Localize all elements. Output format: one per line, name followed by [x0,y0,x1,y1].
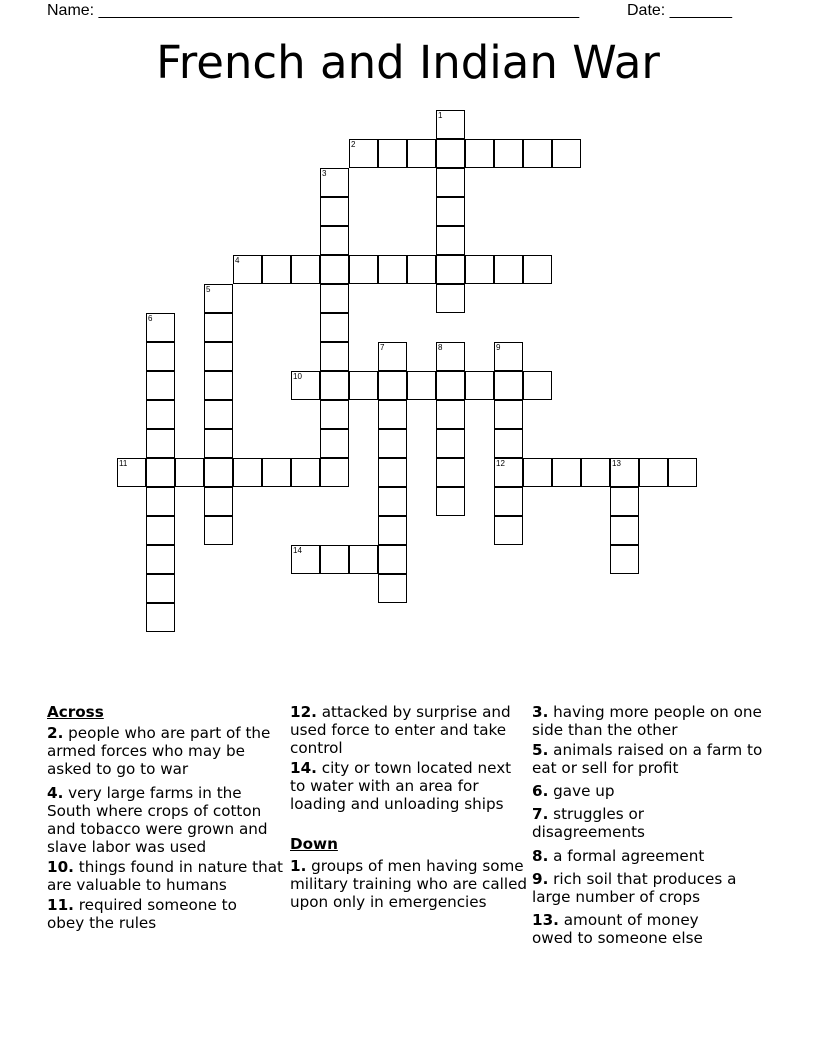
clue-down-13: 13. amount of money owed to someone else [532,911,703,947]
grid-cell[interactable] [320,545,349,574]
grid-cell[interactable] [320,371,349,400]
grid-cell[interactable] [146,429,175,458]
clue-number: 4 [235,256,240,265]
grid-cell[interactable] [436,400,465,429]
grid-cell[interactable] [378,545,407,574]
grid-cell[interactable] [233,255,262,284]
grid-cell[interactable] [175,458,204,487]
grid-cell[interactable] [378,371,407,400]
grid-cell[interactable] [436,139,465,168]
grid-cell[interactable] [291,545,320,574]
grid-cell[interactable] [436,458,465,487]
grid-cell[interactable] [291,371,320,400]
clue-number: 6 [148,314,153,323]
grid-cell[interactable] [610,458,639,487]
grid-cell[interactable] [494,516,523,545]
grid-cell[interactable] [204,342,233,371]
grid-cell[interactable] [610,487,639,516]
grid-cell[interactable] [204,284,233,313]
down-heading: Down [290,835,338,853]
grid-cell[interactable] [349,371,378,400]
puzzle-title: French and Indian War [156,36,660,89]
clue-down-1: 1. groups of men having some military training who are called upon only in emergencies [290,857,528,911]
clue-across-14: 14. city or town located next to water with an area for loading and unloading ships [290,759,512,813]
grid-cell[interactable] [320,197,349,226]
clue-across-10: 10. things found in nature that are valuable to humans [47,858,284,894]
grid-cell[interactable] [552,458,581,487]
grid-cell[interactable] [349,255,378,284]
grid-cell[interactable] [204,458,233,487]
clue-down-6: 6. gave up [532,782,615,800]
grid-cell[interactable] [378,429,407,458]
grid-cell[interactable] [407,371,436,400]
grid-cell[interactable] [494,458,523,487]
grid-cell[interactable] [494,255,523,284]
grid-cell[interactable] [523,371,552,400]
clue-down-8: 8. a formal agreement [532,847,705,865]
grid-cell[interactable] [494,487,523,516]
grid-cell[interactable] [494,429,523,458]
grid-cell[interactable] [320,313,349,342]
grid-cell[interactable] [436,110,465,139]
grid-cell[interactable] [494,371,523,400]
clue-down-5: 5. animals raised on a farm to eat or sell for profit [532,741,763,777]
clue-across-12: 12. attacked by surprise and used force to enter and take control [290,703,511,757]
clue-number: 8 [438,343,443,352]
grid-cell[interactable] [204,429,233,458]
grid-cell[interactable] [436,371,465,400]
grid-cell[interactable] [639,458,668,487]
clue-number: 3 [322,169,327,178]
grid-cell[interactable] [378,255,407,284]
grid-cell[interactable] [378,400,407,429]
grid-cell[interactable] [610,516,639,545]
clue-number: 1 [438,111,443,120]
grid-cell[interactable] [291,458,320,487]
grid-cell[interactable] [146,516,175,545]
grid-cell[interactable] [552,139,581,168]
grid-cell[interactable] [378,487,407,516]
name-field[interactable] [47,2,579,20]
grid-cell[interactable] [117,458,146,487]
clue-number: 7 [380,343,385,352]
grid-cell[interactable] [204,313,233,342]
date-label: Date: [627,2,666,19]
clue-across-2: 2. people who are part of the armed forces who may be asked to go to war [47,724,271,778]
grid-cell[interactable] [146,603,175,632]
grid-cell[interactable] [320,400,349,429]
grid-cell[interactable] [146,400,175,429]
clue-down-7: 7. struggles or disagreements [532,805,645,841]
grid-cell[interactable] [320,255,349,284]
grid-cell[interactable] [668,458,697,487]
grid-cell[interactable] [436,487,465,516]
grid-cell[interactable] [494,342,523,371]
clue-number: 5 [206,285,211,294]
clue-number: 13 [612,459,621,468]
grid-cell[interactable] [523,139,552,168]
grid-cell[interactable] [146,313,175,342]
grid-cell[interactable] [146,371,175,400]
grid-cell[interactable] [146,458,175,487]
grid-cell[interactable] [610,545,639,574]
grid-cell[interactable] [378,516,407,545]
grid-cell[interactable] [436,197,465,226]
grid-cell[interactable] [378,574,407,603]
grid-cell[interactable] [407,139,436,168]
grid-cell[interactable] [320,226,349,255]
clue-number: 12 [496,459,505,468]
grid-cell[interactable] [465,255,494,284]
grid-cell[interactable] [523,255,552,284]
grid-cell[interactable] [320,168,349,197]
clue-down-9: 9. rich soil that produces a large number of crops [532,870,737,906]
clue-number: 10 [293,372,302,381]
date-field[interactable] [627,2,732,20]
grid-cell[interactable] [436,226,465,255]
grid-cell[interactable] [407,255,436,284]
grid-cell[interactable] [146,342,175,371]
grid-cell[interactable] [262,255,291,284]
grid-cell[interactable] [320,429,349,458]
grid-cell[interactable] [581,458,610,487]
grid-cell[interactable] [523,458,552,487]
grid-cell[interactable] [349,139,378,168]
clue-number: 14 [293,546,302,555]
grid-cell[interactable] [320,284,349,313]
grid-cell[interactable] [465,371,494,400]
grid-cell[interactable] [146,545,175,574]
grid-cell[interactable] [262,458,291,487]
grid-cell[interactable] [349,545,378,574]
grid-cell[interactable] [465,139,494,168]
clue-number: 11 [119,459,128,468]
grid-cell[interactable] [436,429,465,458]
name-line[interactable]: ______________________________________________________ [98,2,580,19]
grid-cell[interactable] [436,255,465,284]
grid-cell[interactable] [204,400,233,429]
clue-number: 9 [496,343,501,352]
grid-cell[interactable] [494,139,523,168]
clue-number: 2 [351,140,356,149]
grid-cell[interactable] [378,342,407,371]
grid-cell[interactable] [204,487,233,516]
grid-cell[interactable] [204,371,233,400]
grid-cell[interactable] [320,458,349,487]
grid-cell[interactable] [436,342,465,371]
date-line[interactable]: _______ [669,2,732,19]
grid-cell[interactable] [320,342,349,371]
clue-across-11: 11. required someone to obey the rules [47,896,237,932]
grid-cell[interactable] [494,400,523,429]
grid-cell[interactable] [204,516,233,545]
grid-cell[interactable] [233,458,262,487]
clue-down-3: 3. having more people on one side than the other [532,703,762,739]
grid-cell[interactable] [378,139,407,168]
grid-cell[interactable] [436,284,465,313]
grid-cell[interactable] [291,255,320,284]
grid-cell[interactable] [436,168,465,197]
grid-cell[interactable] [378,458,407,487]
grid-cell[interactable] [146,574,175,603]
across-heading: Across [47,703,104,721]
clue-across-4: 4. very large farms in the South where crops of cotton and tobacco were grown and slave labor was used [47,784,268,856]
grid-cell[interactable] [146,487,175,516]
name-label: Name: [47,2,95,19]
